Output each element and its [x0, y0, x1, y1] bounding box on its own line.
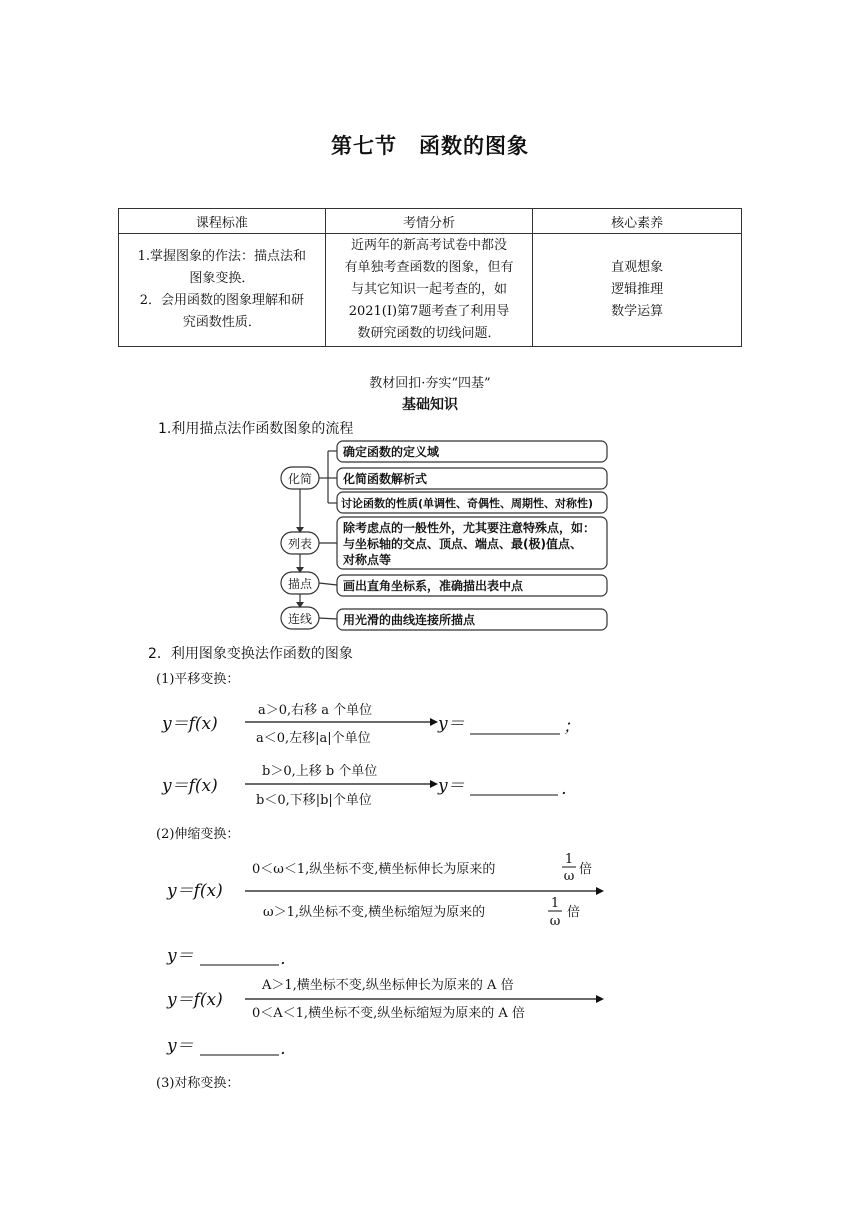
translation-horizontal: [160, 694, 600, 754]
flow-note-line: 除考虑点的一般性外，尤其要注意特殊点，如：: [343, 521, 596, 535]
scaling-vertical-result: [162, 1032, 322, 1062]
flow-item-simplify: 化简函数解析式: [343, 472, 428, 486]
svg-text:1: 1: [564, 852, 574, 867]
shift-right-label: a＞0,右移 a 个单位: [258, 703, 373, 718]
flow-item-domain: 确定函数的定义域: [343, 445, 440, 459]
shrink-horizontal-label: ω＞1,纵坐标不变,横坐标缩短为原来的: [263, 905, 486, 920]
svg-text:倍: 倍: [579, 862, 593, 877]
flow-note-line: 对称点等: [343, 553, 392, 567]
table-row: [119, 234, 742, 347]
svg-text:1: 1: [550, 896, 560, 911]
shift-left-label: a＜0,左移|a|个单位: [256, 731, 371, 746]
flow-step-tabulate: 列表: [287, 537, 313, 551]
flow-item-properties: 讨论函数的性质(单调性、奇偶性、周期性、对称性): [341, 497, 594, 510]
shift-down-label: b＜0,下移|b|个单位: [256, 793, 372, 808]
svg-text:y＝f(x): y＝f(x): [167, 990, 223, 1010]
scaling-horizontal-result: [162, 942, 322, 972]
svg-text:；: ；: [563, 717, 580, 737]
course-standard-table: [118, 208, 742, 347]
translation-vertical: [160, 758, 600, 818]
section-subtitle: 教材回扣·夯实“四基”: [369, 376, 491, 391]
svg-text:y＝f(x): y＝f(x): [167, 881, 223, 901]
shift-up-label: b＞0,上移 b 个单位: [262, 764, 378, 779]
table-header-literacy: 核心素养: [533, 209, 742, 234]
flow-note-plot: 画出直角坐标系，准确描出表中点: [343, 579, 524, 593]
flow-step-simplify: 化简: [287, 472, 313, 486]
table-header-row: [119, 209, 742, 234]
flowchart: [270, 436, 615, 636]
flow-note-connect: 用光滑的曲线连接所描点: [343, 613, 476, 627]
svg-text:ω: ω: [549, 914, 561, 929]
stretch-vertical-label: A＞1,横坐标不变,纵坐标伸长为原来的 A 倍: [262, 978, 514, 993]
table-header-analysis: 考情分析: [325, 209, 533, 234]
sub-heading-scaling: (2)伸缩变换：: [156, 827, 240, 842]
page-title: 第七节 函数的图象: [331, 134, 529, 158]
heading-transform-method: 2．利用图象变换法作函数的图象: [148, 646, 353, 662]
shrink-vertical-label: 0＜A＜1,横坐标不变,纵坐标缩短为原来的 A 倍: [252, 1006, 525, 1021]
table-cell-literacy: 直观想象 逻辑推理 数学运算: [533, 234, 742, 347]
svg-text:y＝: y＝: [167, 1036, 194, 1056]
svg-text:倍: 倍: [567, 905, 581, 920]
sub-heading-symmetry: (3)对称变换：: [156, 1076, 240, 1091]
svg-text:y＝: y＝: [167, 946, 194, 966]
flow-step-plot: 描点: [287, 577, 313, 591]
table-header-standard: 课程标准: [119, 209, 326, 234]
scaling-horizontal: [162, 850, 622, 936]
svg-text:．: ．: [561, 779, 578, 799]
table-cell-standard: 1.掌握图象的作法：描点法和 图象变换． 2．会用函数的图象理解和研 究函数性质．: [119, 234, 326, 347]
svg-text:y＝f(x): y＝f(x): [162, 714, 218, 734]
section-title: 基础知识: [402, 397, 458, 413]
svg-text:y＝f(x): y＝f(x): [162, 776, 218, 796]
flow-step-connect: 连线: [287, 612, 313, 626]
svg-text:．: ．: [280, 1039, 297, 1059]
stretch-horizontal-label: 0＜ω＜1,纵坐标不变,横坐标伸长为原来的: [252, 862, 496, 877]
heading-point-method: 1.利用描点法作函数图象的流程: [158, 421, 354, 437]
table-cell-analysis: 近两年的新高考试卷中都没 有单独考查函数的图象，但有 与其它知识一起考查的，如 2021(Ⅰ)第7题考查了利用导 数研究函数的切线问题．: [325, 234, 533, 347]
sub-heading-translation: (1)平移变换：: [156, 672, 240, 687]
flow-note-line: 与坐标轴的交点、顶点、端点、最(极)值点、: [343, 537, 582, 551]
scaling-vertical: [162, 972, 622, 1032]
svg-text:y＝: y＝: [438, 776, 465, 796]
svg-text:y＝: y＝: [438, 714, 465, 734]
svg-text:ω: ω: [563, 869, 575, 884]
svg-text:．: ．: [280, 949, 297, 969]
